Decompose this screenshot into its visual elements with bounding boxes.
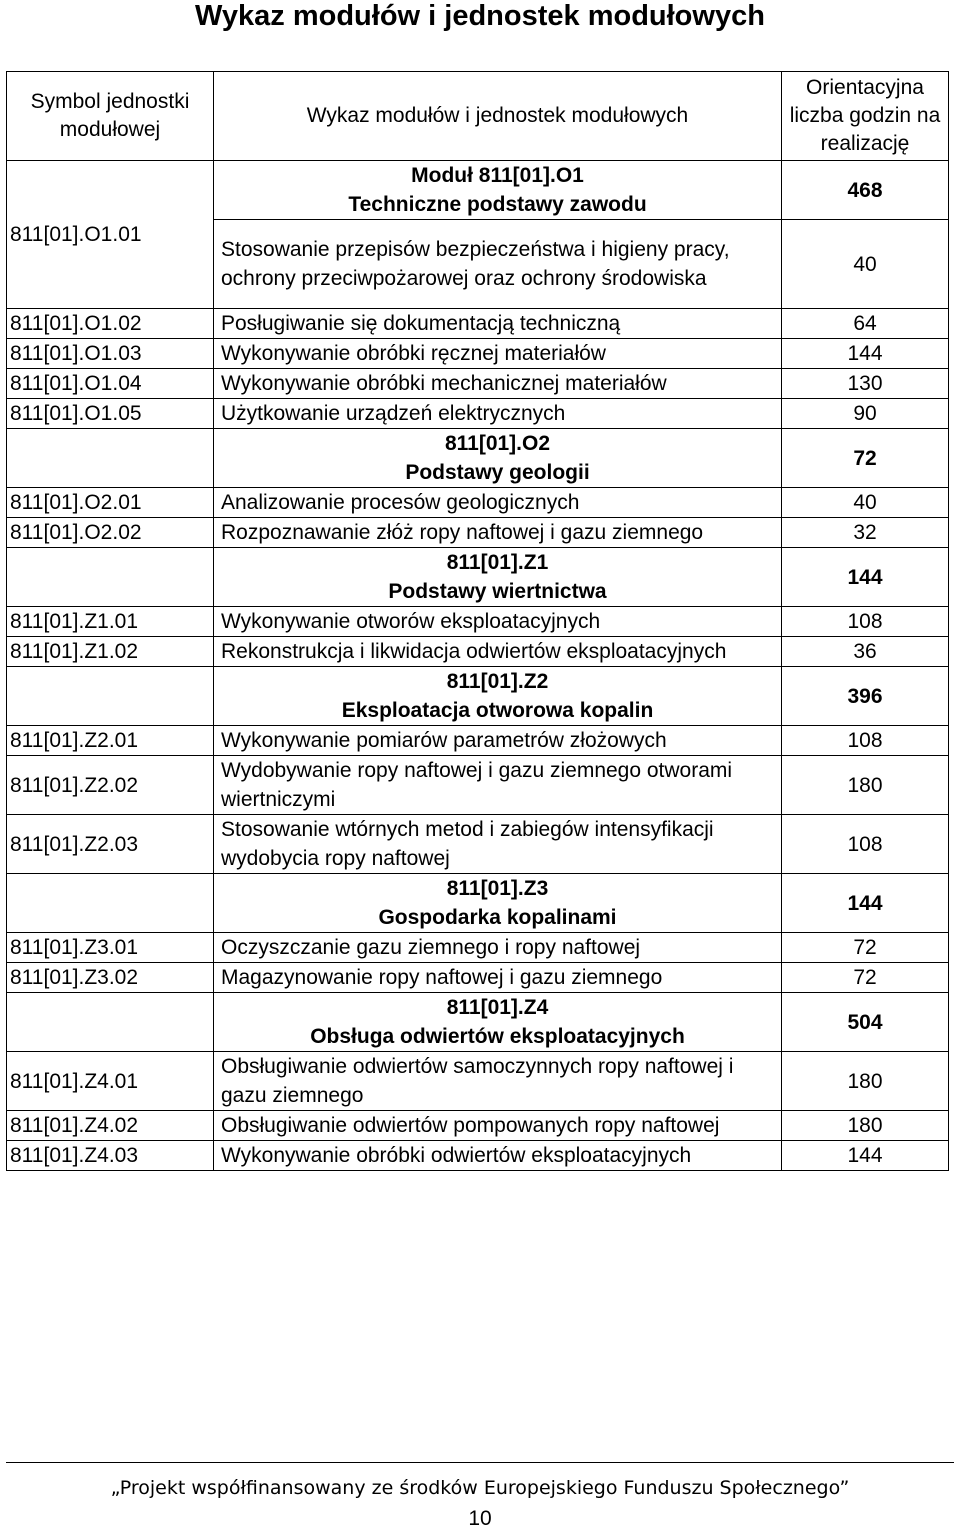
footer-text: „Projekt współfinansowany ze środków Europejskiego Funduszu Społecznego” (110, 1477, 850, 1499)
module-row (7, 993, 949, 1052)
table-body (7, 161, 949, 1171)
unit-hours: 144 (782, 339, 949, 369)
unit-name: Wykonywanie pomiarów parametrów złożowych (214, 726, 782, 756)
unit-symbol: 811[01].Z4.01 (7, 1052, 214, 1111)
empty-symbol-cell (7, 429, 214, 488)
module-hours: 72 (782, 429, 949, 488)
unit-name: Wykonywanie obróbki odwiertów eksploatacyjnych (214, 1141, 782, 1171)
unit-name: Wykonywanie otworów eksploatacyjnych (214, 607, 782, 637)
unit-hours: 90 (782, 399, 949, 429)
unit-name: Analizowanie procesów geologicznych (214, 488, 782, 518)
module-hours: 144 (782, 874, 949, 933)
empty-symbol-cell (7, 667, 214, 726)
unit-hours: 32 (782, 518, 949, 548)
table-header-row (7, 72, 949, 161)
table-row (7, 339, 949, 369)
module-hours: 396 (782, 667, 949, 726)
table-row (7, 607, 949, 637)
module-row (7, 548, 949, 607)
table-row (7, 726, 949, 756)
module-row (7, 667, 949, 726)
unit-symbol: 811[01].Z3.01 (7, 933, 214, 963)
unit-name: Obsługiwanie odwiertów samoczynnych ropy naftowej i gazu ziemnego (214, 1052, 782, 1111)
unit-symbol: 811[01].O1.04 (7, 369, 214, 399)
module-row (7, 874, 949, 933)
module-name: Eksploatacja otworowa kopalin (341, 699, 654, 722)
module-title (214, 993, 782, 1052)
unit-name: Oczyszczanie gazu ziemnego i ropy naftowej (214, 933, 782, 963)
module-title (214, 548, 782, 607)
unit-hours: 144 (782, 1141, 949, 1171)
unit-hours: 36 (782, 637, 949, 667)
module-name: Obsługa odwiertów eksploatacyjnych (310, 1025, 685, 1048)
header-symbol: Symbol jednostki modułowej (7, 72, 214, 161)
module-name: Podstawy geologii (405, 461, 590, 484)
unit-name: Rekonstrukcja i likwidacja odwiertów eksploatacyjnych (214, 637, 782, 667)
unit-name: Wykonywanie obróbki mechanicznej materiałów (214, 369, 782, 399)
table-row (7, 637, 949, 667)
page-title: Wykaz modułów i jednostek modułowych (195, 0, 765, 32)
module-hours: 144 (782, 548, 949, 607)
unit-symbol: 811[01].Z1.02 (7, 637, 214, 667)
module-row (7, 161, 949, 220)
table-row (7, 518, 949, 548)
table-row (7, 933, 949, 963)
unit-name: Posługiwanie się dokumentacją techniczną (214, 309, 782, 339)
unit-symbol: 811[01].Z3.02 (7, 963, 214, 993)
empty-symbol-cell (7, 993, 214, 1052)
empty-symbol-cell (7, 874, 214, 933)
unit-symbol: 811[01].Z2.03 (7, 815, 214, 874)
header-hours: Orientacyjna liczba godzin na realizację (782, 72, 949, 161)
unit-name: Obsługiwanie odwiertów pompowanych ropy naftowej (214, 1111, 782, 1141)
unit-name: Wykonywanie obróbki ręcznej materiałów (214, 339, 782, 369)
module-title (214, 874, 782, 933)
table-row (7, 963, 949, 993)
unit-name: Stosowanie przepisów bezpieczeństwa i higieny pracy, ochrony przeciwpożarowej oraz ochrony środowiska (214, 220, 782, 309)
unit-name: Wydobywanie ropy naftowej i gazu ziemnego otworami wiertniczymi (214, 756, 782, 815)
unit-symbol: 811[01].Z2.01 (7, 726, 214, 756)
module-title (214, 161, 782, 220)
module-name: Podstawy wiertnictwa (388, 580, 607, 603)
module-hours: 504 (782, 993, 949, 1052)
module-hours: 468 (782, 161, 949, 220)
unit-symbol: 811[01].O1.03 (7, 339, 214, 369)
module-name: Techniczne podstawy zawodu (348, 193, 647, 216)
table-row (7, 1052, 949, 1111)
table-row (7, 309, 949, 339)
table-row (7, 488, 949, 518)
module-code: 811[01].Z1 (446, 551, 549, 574)
unit-hours: 180 (782, 1052, 949, 1111)
unit-name: Rozpoznawanie złóż ropy naftowej i gazu ziemnego (214, 518, 782, 548)
unit-hours: 72 (782, 933, 949, 963)
table-row (7, 815, 949, 874)
module-row (7, 429, 949, 488)
modules-table (6, 71, 949, 1171)
empty-symbol-cell (7, 548, 214, 607)
module-title (214, 667, 782, 726)
unit-name: Stosowanie wtórnych metod i zabiegów intensyfikacji wydobycia ropy naftowej (214, 815, 782, 874)
module-code: 811[01].O2 (444, 432, 551, 455)
unit-hours: 180 (782, 756, 949, 815)
unit-symbol: 811[01].O1.02 (7, 309, 214, 339)
header-name: Wykaz modułów i jednostek modułowych (214, 72, 782, 161)
unit-symbol: 811[01].Z2.02 (7, 756, 214, 815)
unit-symbol: 811[01].O1.01 (7, 161, 214, 309)
footer-divider (6, 1462, 954, 1463)
unit-hours: 108 (782, 607, 949, 637)
module-label: Moduł 811[01].O1 (411, 164, 584, 187)
module-code: 811[01].Z3 (446, 877, 549, 900)
unit-symbol: 811[01].O2.01 (7, 488, 214, 518)
unit-hours: 108 (782, 815, 949, 874)
unit-name: Magazynowanie ropy naftowej i gazu ziemnego (214, 963, 782, 993)
table-row (7, 1141, 949, 1171)
unit-hours: 72 (782, 963, 949, 993)
table-row (7, 399, 949, 429)
unit-hours: 64 (782, 309, 949, 339)
unit-symbol: 811[01].O1.05 (7, 399, 214, 429)
table-row (7, 369, 949, 399)
module-code: 811[01].Z2 (446, 670, 549, 693)
table-row (7, 756, 949, 815)
unit-symbol: 811[01].O2.02 (7, 518, 214, 548)
unit-hours: 130 (782, 369, 949, 399)
unit-symbol: 811[01].Z4.02 (7, 1111, 214, 1141)
unit-name: Użytkowanie urządzeń elektrycznych (214, 399, 782, 429)
unit-hours: 40 (782, 220, 949, 309)
module-title (214, 429, 782, 488)
unit-hours: 108 (782, 726, 949, 756)
module-name: Gospodarka kopalinami (378, 906, 617, 929)
unit-hours: 40 (782, 488, 949, 518)
module-code: 811[01].Z4 (446, 996, 549, 1019)
unit-symbol: 811[01].Z4.03 (7, 1141, 214, 1171)
table-row (7, 1111, 949, 1141)
page-number: 10 (468, 1507, 492, 1530)
unit-hours: 180 (782, 1111, 949, 1141)
unit-symbol: 811[01].Z1.01 (7, 607, 214, 637)
